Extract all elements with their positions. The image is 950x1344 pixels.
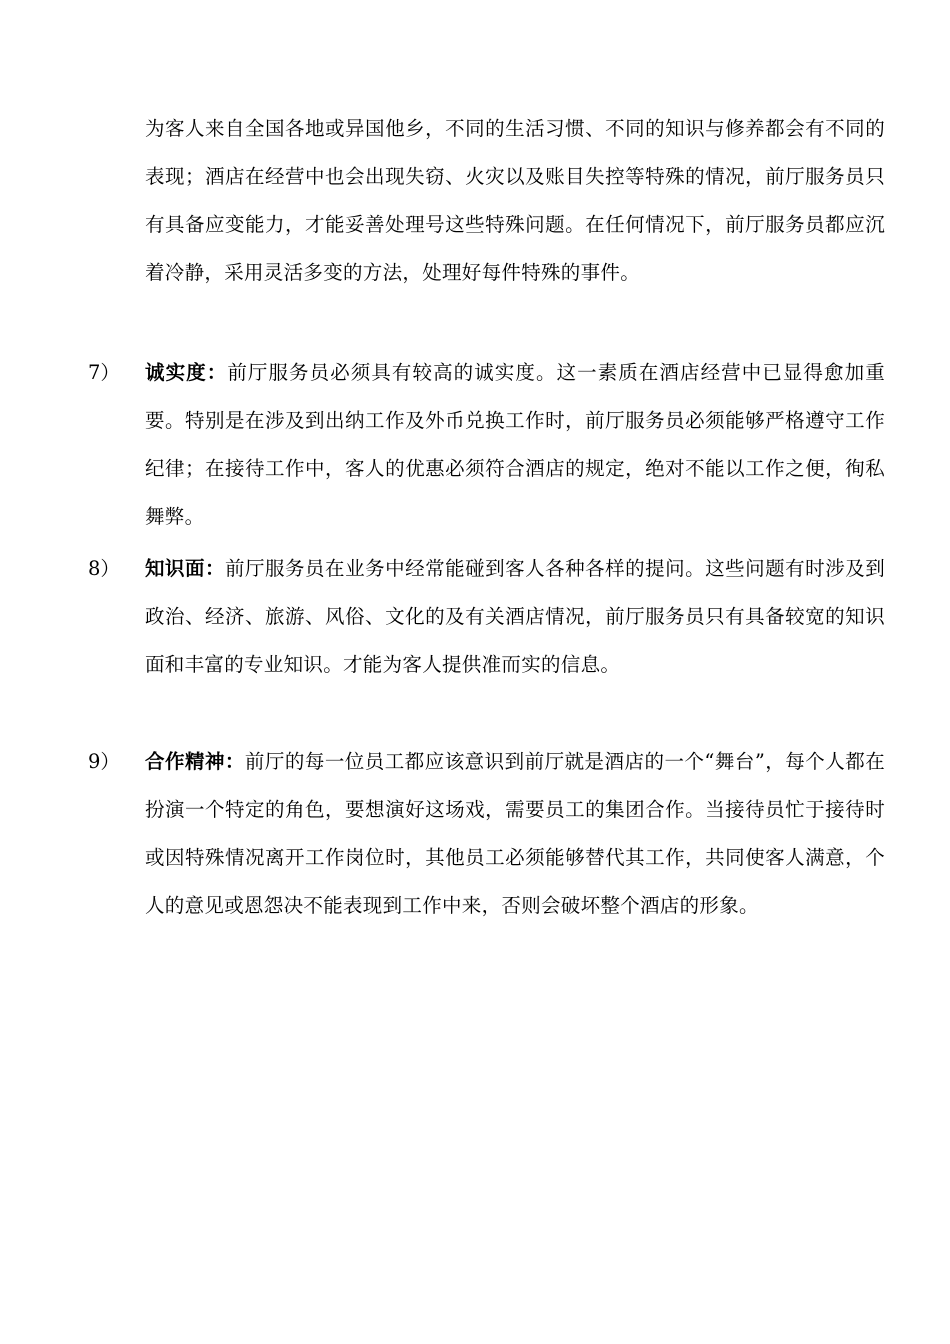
- list-term: 知识面：: [145, 557, 226, 580]
- list-body: 前厅服务员在业务中经常能碰到客人各种各样的提问。这些问题有时涉及到政治、经济、旅游、风俗、文化的及有关酒店情况，前厅服务员只有具备较宽的知识面和丰富的专业知识。才能为客人提供准而实的信息。: [145, 557, 886, 676]
- list-item-text: [145, 738, 885, 930]
- list-body: 前厅服务员必须具有较高的诚实度。这一素质在酒店经营中已显得愈加重要。特别是在涉及到出纳工作及外币兑换工作时，前厅服务员必须能够严格遵守工作纪律；在接待工作中，客人的优惠必须符合酒店的规定，绝对不能以工作之便，徇私舞弊。: [145, 361, 885, 528]
- list-term: 合作精神：: [145, 750, 245, 773]
- list-body: 前厅的每一位员工都应该意识到前厅就是酒店的一个“舞台”，每个人都在扮演一个特定的角色，要想演好这场戏，需要员工的集团合作。当接待员忙于接待时或因特殊情况离开工作岗位时，其他员工必须能够替代其工作，共同使客人满意，个人的意见或恩怨决不能表现到工作中来，否则会破坏整个酒店的形象。: [145, 750, 885, 917]
- list-item-text: [145, 545, 885, 689]
- list-number: 7）: [88, 361, 120, 384]
- continuation-paragraph: 为客人来自全国各地或异国他乡，不同的生活习惯、不同的知识与修养都会有不同的表现；酒店在经营中也会出现失窃、火灾以及账目失控等特殊的情况，前厅服务员只有具备应变能力，才能妥善处理号这些特殊问题。在任何情况下，前厅服务员都应沉着冷静，采用灵活多变的方法，处理好每件特殊的事件。: [145, 117, 885, 284]
- list-number: 9）: [88, 750, 120, 773]
- list-item-text: [145, 349, 885, 541]
- list-number: 8）: [88, 557, 120, 580]
- list-term: 诚实度：: [145, 361, 228, 384]
